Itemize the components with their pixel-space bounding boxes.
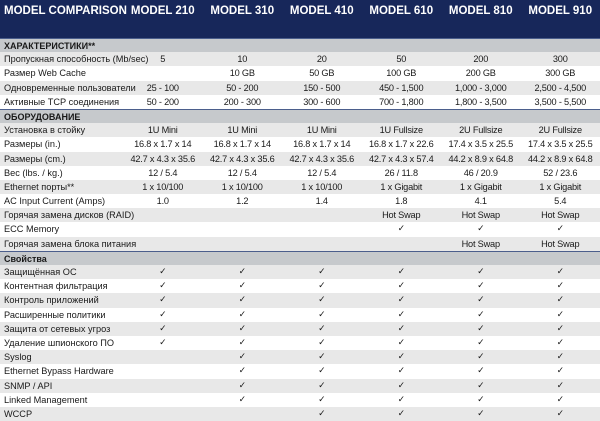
table-cell: 10 xyxy=(203,52,283,66)
table-cell: 1,800 - 3,500 xyxy=(441,95,521,109)
table-cell xyxy=(282,237,362,251)
table-cell: 5 xyxy=(123,52,203,66)
table-cell xyxy=(123,393,203,407)
table-row xyxy=(0,293,600,307)
table-cell: 1 x 10/100 xyxy=(282,180,362,194)
table-cell xyxy=(123,364,203,378)
table-cell: 16.8 x 1.7 x 22.6 xyxy=(362,137,442,151)
check-icon: ✓ xyxy=(123,279,203,293)
check-icon: ✓ xyxy=(282,308,362,322)
table-row xyxy=(0,379,600,393)
check-icon: ✓ xyxy=(282,364,362,378)
table-cell: 300 xyxy=(521,52,600,66)
check-icon: ✓ xyxy=(282,279,362,293)
check-icon: ✓ xyxy=(362,336,442,350)
table-cell: 1U Mini xyxy=(123,123,203,137)
check-icon: ✓ xyxy=(203,350,283,364)
table-cell: 4.1 xyxy=(441,194,521,208)
table-cell: 1.8 xyxy=(362,194,442,208)
table-cell: 16.8 x 1.7 x 14 xyxy=(282,137,362,151)
model-810-header: MODEL 810 xyxy=(441,5,521,17)
table-cell: 50 GB xyxy=(282,66,362,80)
model-210-header: MODEL 210 xyxy=(123,5,203,17)
section-header xyxy=(0,251,600,265)
table-cell: 12 / 5.4 xyxy=(123,166,203,180)
section-title: Свойства xyxy=(0,252,123,265)
table-cell xyxy=(123,222,203,236)
row-label: Одновременные пользователи xyxy=(0,81,123,95)
table-cell: 52 / 23.6 xyxy=(521,166,600,180)
table-cell: 200 GB xyxy=(441,66,521,80)
table-row xyxy=(0,407,600,421)
check-icon: ✓ xyxy=(203,279,283,293)
table-cell: 46 / 20.9 xyxy=(441,166,521,180)
table-cell xyxy=(282,208,362,222)
table-cell: 1.2 xyxy=(203,194,283,208)
table-cell xyxy=(123,237,203,251)
check-icon: ✓ xyxy=(282,379,362,393)
table-cell: 450 - 1,500 xyxy=(362,81,442,95)
check-icon: ✓ xyxy=(441,265,521,279)
row-label: Ethernet порты** xyxy=(0,180,123,194)
check-icon: ✓ xyxy=(521,407,600,421)
table-cell xyxy=(123,379,203,393)
table-cell xyxy=(123,66,203,80)
table-cell: 5.4 xyxy=(521,194,600,208)
row-label: Пропускная способность (Mb/sec) xyxy=(0,52,123,66)
table-row xyxy=(0,336,600,350)
check-icon: ✓ xyxy=(362,379,442,393)
table-row xyxy=(0,237,600,251)
check-icon: ✓ xyxy=(441,379,521,393)
table-cell: 1.0 xyxy=(123,194,203,208)
check-icon: ✓ xyxy=(203,336,283,350)
table-row xyxy=(0,208,600,222)
table-cell: 1U Mini xyxy=(203,123,283,137)
section-header xyxy=(0,109,600,123)
table-cell: 50 - 200 xyxy=(123,95,203,109)
row-label: Размер Web Cache xyxy=(0,66,123,80)
table-cell xyxy=(123,407,203,421)
row-label: Горячая замена блока питания xyxy=(0,237,123,251)
table-cell: 1 x Gigabit xyxy=(521,180,600,194)
row-label: Linked Management xyxy=(0,393,123,407)
table-cell: 1 x Gigabit xyxy=(441,180,521,194)
table-row xyxy=(0,152,600,166)
row-label: Защищённая ОС xyxy=(0,265,123,279)
check-icon: ✓ xyxy=(362,279,442,293)
check-icon: ✓ xyxy=(521,265,600,279)
table-cell: Hot Swap xyxy=(521,237,600,251)
check-icon: ✓ xyxy=(123,308,203,322)
table-cell: 150 - 500 xyxy=(282,81,362,95)
table-cell xyxy=(362,237,442,251)
table-cell xyxy=(123,350,203,364)
table-cell: 16.8 x 1.7 x 14 xyxy=(203,137,283,151)
table-cell xyxy=(203,237,283,251)
row-label: WCCP xyxy=(0,407,123,421)
table-cell: 1 x 10/100 xyxy=(123,180,203,194)
check-icon: ✓ xyxy=(441,308,521,322)
table-header xyxy=(0,0,600,38)
section-header xyxy=(0,38,600,52)
section-title: ОБОРУДОВАНИЕ xyxy=(0,110,123,123)
table-cell xyxy=(282,222,362,236)
table-cell: Hot Swap xyxy=(441,208,521,222)
check-icon: ✓ xyxy=(362,364,442,378)
table-cell: 12 / 5.4 xyxy=(282,166,362,180)
table-cell xyxy=(203,407,283,421)
check-icon: ✓ xyxy=(282,265,362,279)
table-row xyxy=(0,137,600,151)
section-title: ХАРАКТЕРИСТИКИ** xyxy=(0,39,123,52)
table-row xyxy=(0,81,600,95)
model-910-header: MODEL 910 xyxy=(521,5,600,17)
check-icon: ✓ xyxy=(441,393,521,407)
check-icon: ✓ xyxy=(521,322,600,336)
table-row xyxy=(0,393,600,407)
table-cell xyxy=(203,208,283,222)
check-icon: ✓ xyxy=(282,336,362,350)
table-cell: 2,500 - 4,500 xyxy=(521,81,600,95)
check-icon: ✓ xyxy=(521,279,600,293)
table-row xyxy=(0,308,600,322)
table-body xyxy=(0,38,600,421)
check-icon: ✓ xyxy=(282,393,362,407)
row-label: Syslog xyxy=(0,350,123,364)
check-icon: ✓ xyxy=(282,350,362,364)
check-icon: ✓ xyxy=(362,322,442,336)
table-cell: 1 x 10/100 xyxy=(203,180,283,194)
check-icon: ✓ xyxy=(123,293,203,307)
table-row xyxy=(0,52,600,66)
table-cell: 1,000 - 3,000 xyxy=(441,81,521,95)
check-icon: ✓ xyxy=(362,293,442,307)
check-icon: ✓ xyxy=(282,322,362,336)
check-icon: ✓ xyxy=(362,393,442,407)
table-cell: 100 GB xyxy=(362,66,442,80)
row-label: Размеры (cm.) xyxy=(0,152,123,166)
table-cell: 26 / 11.8 xyxy=(362,166,442,180)
table-cell: 200 xyxy=(441,52,521,66)
check-icon: ✓ xyxy=(441,350,521,364)
table-cell: 2U Fullsize xyxy=(441,123,521,137)
table-cell: 3,500 - 5,500 xyxy=(521,95,600,109)
model-410-header: MODEL 410 xyxy=(282,5,362,17)
row-label: Активные TCP соединения xyxy=(0,95,123,109)
table-cell: 16.8 x 1.7 x 14 xyxy=(123,137,203,151)
check-icon: ✓ xyxy=(441,336,521,350)
table-cell: 2U Fullsize xyxy=(521,123,600,137)
check-icon: ✓ xyxy=(441,322,521,336)
table-row xyxy=(0,222,600,236)
table-cell: 10 GB xyxy=(203,66,283,80)
check-icon: ✓ xyxy=(282,407,362,421)
table-cell: 42.7 x 4.3 x 35.6 xyxy=(282,152,362,166)
check-icon: ✓ xyxy=(203,393,283,407)
table-row xyxy=(0,364,600,378)
row-label: AC Input Current (Amps) xyxy=(0,194,123,208)
table-cell: 25 - 100 xyxy=(123,81,203,95)
table-cell: 50 - 200 xyxy=(203,81,283,95)
table-cell: 42.7 x 4.3 x 35.6 xyxy=(203,152,283,166)
check-icon: ✓ xyxy=(521,393,600,407)
table-cell: 300 GB xyxy=(521,66,600,80)
table-cell: 1.4 xyxy=(282,194,362,208)
table-row xyxy=(0,180,600,194)
table-cell: 1U Mini xyxy=(282,123,362,137)
table-row xyxy=(0,95,600,109)
table-cell: 1U Fullsize xyxy=(362,123,442,137)
row-label: Размеры (in.) xyxy=(0,137,123,151)
check-icon: ✓ xyxy=(123,322,203,336)
check-icon: ✓ xyxy=(282,293,362,307)
table-cell: Hot Swap xyxy=(441,237,521,251)
row-label: Горячая замена дисков (RAID) xyxy=(0,208,123,222)
table-cell: 20 xyxy=(282,52,362,66)
row-label: Расширенные политики xyxy=(0,308,123,322)
table-cell: 12 / 5.4 xyxy=(203,166,283,180)
check-icon: ✓ xyxy=(521,350,600,364)
table-cell: Hot Swap xyxy=(362,208,442,222)
table-cell: 17.4 x 3.5 x 25.5 xyxy=(441,137,521,151)
row-label: Контроль приложений xyxy=(0,293,123,307)
table-cell: Hot Swap xyxy=(521,208,600,222)
table-cell: 1 x Gigabit xyxy=(362,180,442,194)
check-icon: ✓ xyxy=(123,265,203,279)
check-icon: ✓ xyxy=(441,364,521,378)
check-icon: ✓ xyxy=(521,364,600,378)
table-cell: 44.2 x 8.9 x 64.8 xyxy=(521,152,600,166)
table-cell: 42.7 x 4.3 x 57.4 xyxy=(362,152,442,166)
table-cell: 300 - 600 xyxy=(282,95,362,109)
row-label: SNMP / API xyxy=(0,379,123,393)
table-title: MODEL COMPARISON xyxy=(0,5,123,17)
check-icon: ✓ xyxy=(441,279,521,293)
row-label: Ethernet Bypass Hardware xyxy=(0,364,123,378)
check-icon: ✓ xyxy=(203,322,283,336)
table-row xyxy=(0,322,600,336)
row-label: Контентная фильтрация xyxy=(0,279,123,293)
table-cell xyxy=(203,222,283,236)
table-row xyxy=(0,194,600,208)
check-icon: ✓ xyxy=(203,364,283,378)
table-row xyxy=(0,265,600,279)
check-icon: ✓ xyxy=(521,379,600,393)
table-row xyxy=(0,350,600,364)
check-icon: ✓ xyxy=(362,222,442,236)
table-cell: 17.4 x 3.5 x 25.5 xyxy=(521,137,600,151)
check-icon: ✓ xyxy=(123,336,203,350)
table-cell: 44.2 x 8.9 x 64.8 xyxy=(441,152,521,166)
check-icon: ✓ xyxy=(362,308,442,322)
check-icon: ✓ xyxy=(441,293,521,307)
check-icon: ✓ xyxy=(362,265,442,279)
table-cell xyxy=(123,208,203,222)
check-icon: ✓ xyxy=(362,407,442,421)
check-icon: ✓ xyxy=(203,308,283,322)
model-310-header: MODEL 310 xyxy=(203,5,283,17)
table-row xyxy=(0,166,600,180)
check-icon: ✓ xyxy=(441,407,521,421)
table-cell: 50 xyxy=(362,52,442,66)
model-610-header: MODEL 610 xyxy=(362,5,442,17)
check-icon: ✓ xyxy=(441,222,521,236)
table-row xyxy=(0,279,600,293)
check-icon: ✓ xyxy=(362,350,442,364)
check-icon: ✓ xyxy=(521,308,600,322)
row-label: Защита от сетевых угроз xyxy=(0,322,123,336)
table-cell: 42.7 x 4.3 x 35.6 xyxy=(123,152,203,166)
check-icon: ✓ xyxy=(203,293,283,307)
check-icon: ✓ xyxy=(521,336,600,350)
table-cell: 700 - 1,800 xyxy=(362,95,442,109)
table-row xyxy=(0,123,600,137)
row-label: ECC Memory xyxy=(0,222,123,236)
check-icon: ✓ xyxy=(203,379,283,393)
check-icon: ✓ xyxy=(203,265,283,279)
table-cell: 200 - 300 xyxy=(203,95,283,109)
table-row xyxy=(0,66,600,80)
row-label: Удаление шпионского ПО xyxy=(0,336,123,350)
check-icon: ✓ xyxy=(521,293,600,307)
row-label: Установка в стойку xyxy=(0,123,123,137)
row-label: Вес (lbs. / kg.) xyxy=(0,166,123,180)
check-icon: ✓ xyxy=(521,222,600,236)
